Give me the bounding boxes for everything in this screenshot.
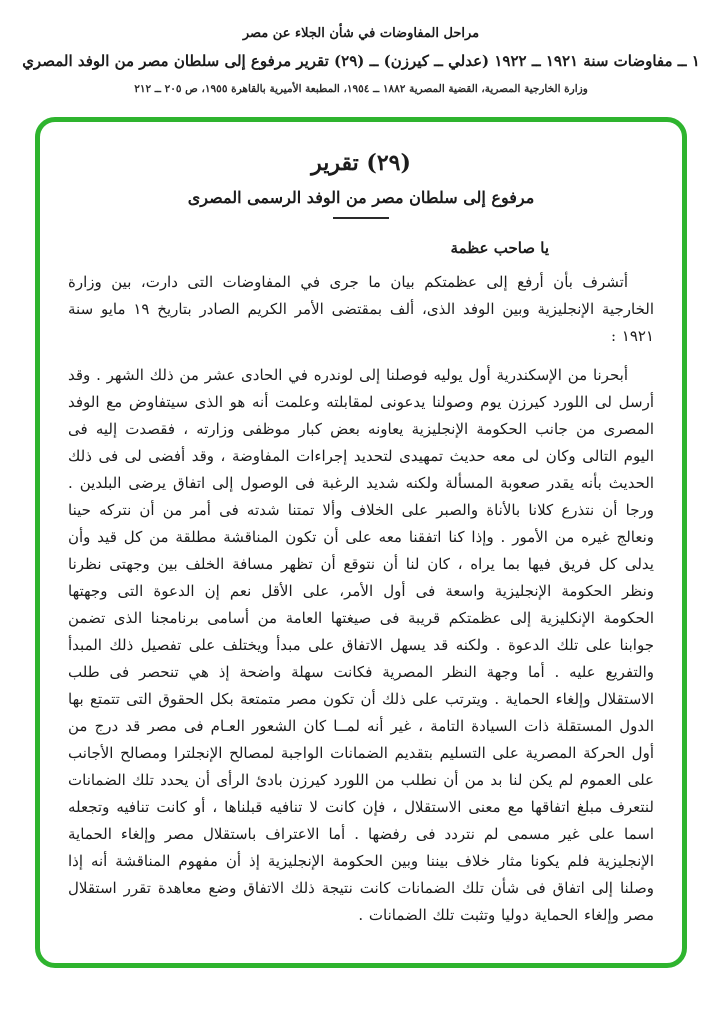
header-line-2: ١ ــ مفاوضات سنة ١٩٢١ ــ ١٩٢٢ (عدلي ــ كيرزن) ــ (٢٩) تقرير مرفوع إلى سلطان مصر من الوفد المصري <box>22 52 700 70</box>
title-divider <box>333 217 389 219</box>
salutation: يا صاحب عظمة <box>450 239 549 257</box>
page-header <box>0 0 722 95</box>
report-green-border-box <box>35 117 687 968</box>
report-title: (٢٩) تقرير <box>311 150 411 176</box>
report-paragraph: أبحرنا من الإسكندرية أول يوليه فوصلنا إلى لوندره في الحادى عشر من ذلك الشهر . وقد أرسل لى اللورد كيرزن يوم وصولنا يدعونى لمقابلته وعلمت أنه هو الذى سيتفاوض مع الوفد المصرى من جانب الحكومة الإنجليزية يعاونه بعض كبار موظفى وزارته ، فقصدت إليه فى اليوم التالى وكان لى معه حديث تمهيدى لتحديد إجراءات المفاوضة ، وقد أفضى لى فى ذلك الحديث بأنه يقدر صعوبة المسألة ولكنه شديد الرغبة فى الوصول إلى اتفاق يرضى البلدين . ورجا أن نتذرع كلانا بالأناة والصبر على الخلاف وألا تمتنا شدته فى أمر من أن نتركه حينا ونعالج غيره من الأمور . وإذا كنا اتفقنا معه على أن تكون المناقشة مطلقة من كل قيد وأن يدلى كل فريق فيها بما يراه ، كان لنا أن نتوقع أن تظهر مسافة الخلف بين وجهتى نظرنا ونظر الحكومة الإنجليزية واسعة فى أول الأمر، على الأقل نعم إن الدعوة التى وجهتها الحكومة الإنكليزية إلى عظمتكم قريبة فى صيغتها العامة من أسامى برنامجنا الذى تضمن جوابنا على تلك الدعوة . ولكنه قد يسهل الاتفاق على مبدأ ويختلف على تفصيل ذلك المبدأ والتفريع عليه . أما وجهة النظر المصرية فكانت سهلة واضحة إذ هي تنحصر فى طلب الاستقلال وإلغاء الحماية . ويترتب على ذلك أن تكون مصر متمتعة بكل الحقوق التى تتمتع بها الدول المستقلة ذات السيادة التامة ، غير أنه لمــا كان الشعور العـام فى مصر قد درج من أول الحركة المصرية على التسليم بتقديم الضمانات الواجبة لمصالح الإنجلترا ومصالح الأجانب على العموم لم يكن لنا بد من أن نطلب من اللورد كيرزن بادئ الرأى أن يحدد تلك الضمانات لنتعرف مبلغ اتفاقها مع معنى الاستقلال ، فإن كانت لا تنافيه قبلناها ، أو كانت تنافيه وتجعله اسما على غير مسمى لم نتردد فى رفضها . أما الاعتراف باستقلال مصر وإلغاء الحماية الإنجليزية فلم يكونا مثار خلاف بيننا وبين الحكومة الإنجليزية إذ أن مفهوم المناقشة أنه إذا وصلنا إلى اتفاق فى شأن تلك الضمانات كانت نتيجة ذلك الاتفاق وضع معاهدة تقرر استقلال مصر وإلغاء الحماية دوليا وتثبت تلك الضمانات . <box>68 366 654 924</box>
report-paragraph: أتشرف بأن أرفع إلى عظمتكم بيان ما جرى في المفاوضات التى دارت، بين وزارة الخارجية الإنجليزية وبين الوفد الذى، ألف بمقتضى الأمر الكريم الصادر بتاريخ ١٩ مايو سنة ١٩٢١ : <box>68 273 655 345</box>
header-line-3: وزارة الخارجية المصرية، القضية المصرية ١٨٨٢ ــ ١٩٥٤، المطبعة الأميرية بالقاهرة ١٩٥٥، ص ٢٠٥ ــ ٢١٢ <box>134 83 588 95</box>
report-subtitle: مرفوع إلى سلطان مصر من الوفد الرسمى المصرى <box>187 188 535 207</box>
header-line-1: مراحل المفاوضات في شأن الجلاء عن مصر <box>242 26 480 41</box>
